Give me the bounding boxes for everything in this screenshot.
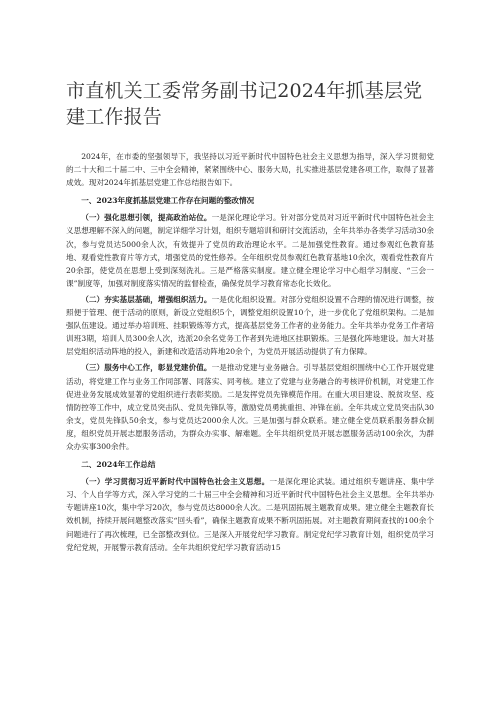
paragraph-s1-1	[66, 211, 434, 290]
intro-paragraph: 2024年，在市委的坚强领导下，我坚持以习近平新时代中国特色社会主义思想为指导，深入学习贯彻党的二十大和二十届二中、三中全会精神，紧紧围绕中心、服务大局，扎实推进基层党建各项工作，取得了显著成效。现对2024年抓基层党建工作总结报告如下。	[66, 152, 434, 188]
paragraph-lead: （一）强化思想引领，提高政治站位。	[81, 213, 212, 223]
paragraph-lead: （一）学习贯彻习近平新时代中国特色社会主义思想。	[81, 477, 270, 487]
paragraph-text: 一是优化组织设置。对部分党组织设置不合理的情况进行调整，按照便于管理、便于活动的原则，新设立党组织5个，调整党组织设置10个，进一步优化了党组织架构。二是加强队伍建设。通过举办培训班、挂职锻炼等方式，提高基层党务工作者的业务能力。全年共举办党务工作者培训班3期，培训人员300余人次，选派20余名党务工作者到先进地区挂职锻炼。三是强化阵地建设。加大对基层党组织活动阵地的投入，新建和改造活动阵地20余个，为党员开展活动提供了有力保障。	[66, 294, 435, 357]
paragraph-text: 一是推动党建与业务融合。引导基层党组织围绕中心工作开展党建活动，将党建工作与业务工作同部署、同落实、同考核。建立了党建与业务融合的考核评价机制，对党建工作促进业务发展成效显著的党组织进行表彰奖励。二是发挥党员先锋模范作用。在重大项目建设、脱贫攻坚、疫情防控等工作中，成立党员突击队、党员先锋队等，激励党员勇挑重担、冲锋在前。全年共成立党员突击队30余支，党员先锋队50余支，参与党员达2000余人次。三是加强与群众联系。建立健全党员联系服务群众制度，组织党员开展志愿服务活动，为群众办实事、解难题。全年共组织党员开展志愿服务活动100余次，为群众办实事300余件。	[66, 363, 435, 451]
paragraph-lead: （三）服务中心工作，彰显党建价值。	[81, 363, 212, 373]
paragraph-lead: （二）夯实基层基础，增强组织活力。	[81, 294, 212, 304]
section-heading-2: 二、2024年工作总结	[81, 460, 156, 470]
document-title: 市直机关工委常务副书记2024年抓基层党建工作报告	[66, 80, 423, 128]
paragraph-s2-1	[66, 475, 434, 554]
paragraph-text: 一是深化理论学习。针对部分党员对习近平新时代中国特色社会主义思想理解不深入的问题，制定详细学习计划，组织专题培训和研讨交流活动，全年共举办各类学习活动30余次，参与党员达5000余人次，有效提升了党员的政治理论水平。二是加强党性教育。通过参观红色教育基地、观看党性教育片等方式，增强党员的党性修养。全年组织党员参观红色教育基地10余次，观看党性教育片20余部，使党员在思想上受到深刻洗礼。三是严格落实制度。建立健全理论学习中心组学习制度、“三会一课”制度等，加强对制度落实情况的监督检查，确保党员学习教育常态化长效化。	[66, 213, 435, 288]
paragraph-text: 一是深化理论武装。通过组织专题讲座、集中学习、个人自学等方式，深入学习党的二十届三中全会精神和习近平新时代中国特色社会主义思想。全年共举办专题讲座10次，集中学习20次，参与党员达8000余人次。二是巩固拓展主题教育成果。建立健全主题教育长效机制，持续开展问题整改落实“回头看”，确保主题教育成果不断巩固拓展。对主题教育期间查找的100余个问题进行了再次梳理，已全部整改到位。三是深入开展党纪学习教育。制定党纪学习教育计划，组织党员学习党纪党规，开展警示教育活动。全年共组织党纪学习教育活动15	[66, 477, 435, 552]
section-heading-1: 一、2023年度抓基层党建工作存在问题的整改情况	[81, 196, 255, 206]
paragraph-s1-2	[66, 293, 434, 358]
paragraph-s1-3	[66, 361, 434, 453]
